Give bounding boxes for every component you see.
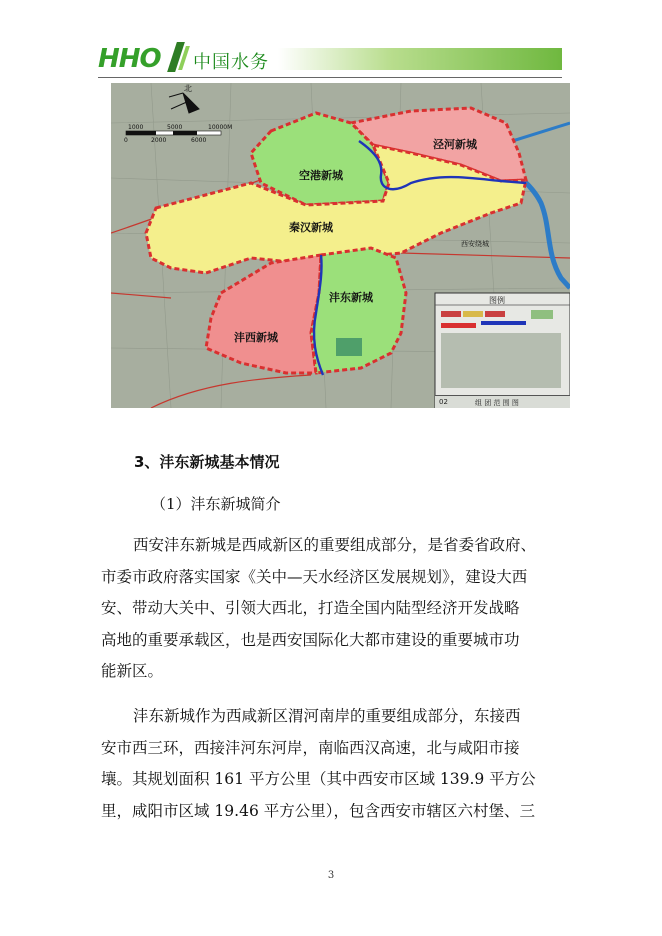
section-subheading: （1）沣东新城简介 [151, 495, 281, 513]
map-graphic [111, 83, 570, 408]
label-fengxi: 沣西新城 [234, 331, 278, 344]
label-konggang: 空港新城 [299, 169, 343, 182]
paragraph-line: 西安沣东新城是西咸新区的重要组成部分，是省委省政府、 [133, 536, 537, 554]
page-number: 3 [327, 870, 335, 881]
label-jinghe: 泾河新城 [433, 138, 477, 151]
brand-name: 中国水务 [193, 52, 269, 73]
scale-label: 10000M [208, 124, 233, 131]
paragraph-line: 安、带动大关中、引领大西北，打造全国内陆型经济开发战略 [101, 599, 520, 618]
section-heading: 3、沣东新城基本情况 [134, 453, 280, 471]
header-gradient-bar [278, 48, 562, 70]
legend-footer-text: 组 团 范 围 图 [475, 399, 519, 407]
scale-label: 0 [124, 137, 128, 144]
paragraph-line: 里，咸阳市区域 19.46 平方公里），包含西安市辖区六村堡、三 [101, 801, 535, 820]
paragraph-line: 高地的重要承载区，也是西安国际化大都市建设的重要城市功 [101, 630, 520, 649]
scale-label: 6000 [191, 137, 207, 144]
hho-logo: HHO [98, 44, 161, 74]
north-label: 北 [184, 84, 192, 93]
legend-footer [435, 395, 570, 408]
paragraph-line: 壤。其规划面积 161 平方公里（其中西安市区域 139.9 平方公 [101, 770, 536, 789]
district-map [111, 83, 570, 408]
label-fengdong: 沣东新城 [329, 291, 373, 304]
legend-footer-number: 02 [439, 398, 448, 406]
scale-label: 2000 [151, 137, 167, 144]
paragraph-location [101, 701, 571, 827]
header-rule [98, 77, 562, 78]
paragraph-line: 市委市政府落实国家《关中—天水经济区发展规划》，建设大西 [101, 567, 528, 586]
scale-label: 1000 [128, 124, 144, 131]
page-header [98, 42, 562, 76]
paragraph-line: 能新区。 [101, 662, 164, 681]
paragraph-line: 沣东新城作为西咸新区渭河南岸的重要组成部分，东接西 [133, 707, 521, 725]
paragraph-line: 安市西三环，西接沣河东河岸，南临西汉高速，北与咸阳市接 [101, 738, 520, 757]
paragraph-intro [101, 530, 571, 688]
scale-label: 5000 [167, 124, 183, 131]
label-qinhan: 秦汉新城 [289, 221, 333, 234]
road-label: 西安绕城 [461, 240, 489, 248]
legend-title: 图例 [489, 296, 505, 305]
